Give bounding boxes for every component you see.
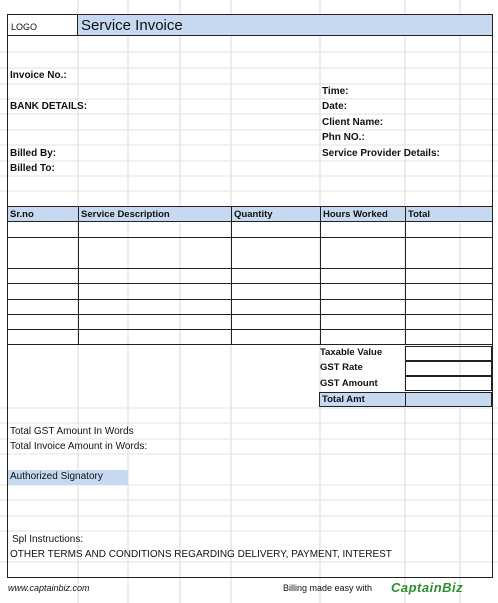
total-amount-row[interactable] [319,392,492,407]
authorized-signatory[interactable]: Authorized Signatory [8,470,128,485]
table-row [8,299,492,300]
table-row [8,268,492,269]
gst-in-words-label[interactable]: Total GST Amount In Words [10,426,134,437]
date-label[interactable]: Date: [322,101,348,112]
column-header-hours[interactable]: Hours Worked [321,207,406,221]
logo-placeholder[interactable]: LOGO [7,14,78,36]
billed-to-label[interactable]: Billed To: [10,163,55,174]
captainbiz-logo: CaptainBiz [391,580,464,595]
spl-instructions-label[interactable]: Spl Instructions: [12,534,84,545]
invoice-in-words-label[interactable]: Total Invoice Amount in Words: [10,441,148,452]
invoice-title[interactable]: Service Invoice [77,14,493,36]
table-row [8,329,492,330]
taxable-value-label[interactable]: Taxable Value [320,347,383,358]
invoice-no-label[interactable]: Invoice No.: [10,70,67,81]
total-amt-label: Total Amt [322,394,365,405]
client-name-label[interactable]: Client Name: [322,117,384,128]
gst-rate-cell[interactable] [405,361,492,376]
column-header-description[interactable]: Service Description [79,207,232,221]
items-table-body[interactable] [7,222,493,345]
provider-details-label[interactable]: Service Provider Details: [322,148,440,159]
table-row [8,314,492,315]
footer-tagline: Billing made easy with [283,583,373,593]
items-table-header [7,206,493,222]
terms-conditions-text[interactable]: OTHER TERMS AND CONDITIONS REGARDING DELIVERY, PAYMENT, INTEREST [10,549,392,560]
phone-no-label[interactable]: Phn NO.: [322,132,365,143]
total-divider [405,392,406,407]
gst-amount-cell[interactable] [405,376,492,391]
bank-details-label[interactable]: BANK DETAILS: [10,101,88,112]
table-row [8,344,492,345]
website-link[interactable]: www.captainbiz.com [8,583,90,593]
column-header-srno[interactable]: Sr.no [8,207,79,221]
footer [7,578,493,598]
gst-amount-label[interactable]: GST Amount [320,378,378,389]
billed-by-label[interactable]: Billed By: [10,148,57,159]
time-label[interactable]: Time: [322,86,349,97]
gst-rate-label[interactable]: GST Rate [320,362,363,373]
column-header-total[interactable]: Total [408,209,430,220]
column-header-quantity[interactable]: Quantity [232,207,321,221]
taxable-value-cell[interactable] [405,346,492,361]
table-row [8,283,492,284]
table-row [8,237,492,238]
